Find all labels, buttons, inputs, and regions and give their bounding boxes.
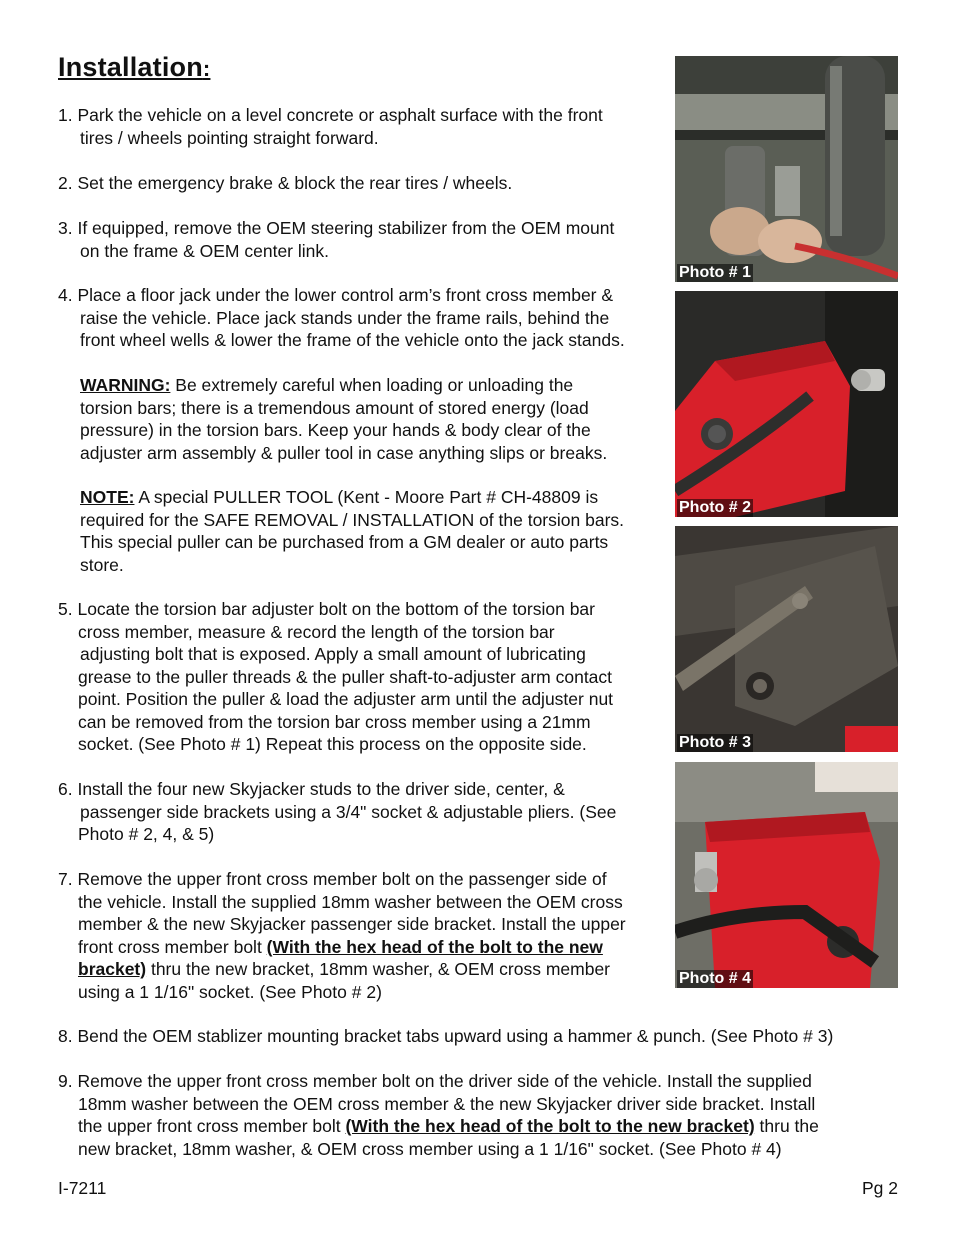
photo-1 (675, 56, 898, 282)
step-8: 8. Bend the OEM stablizer mounting bracket tabs upward using a hammer & punch. (See Photo # 3) (58, 1026, 834, 1046)
step-5: 5. Locate the torsion bar adjuster bolt on the bottom of the torsion bar cross member, measure & record the length of the torsion bar adjusting bolt that is exposed. Apply a small amount of lubricating grease to the puller threads & the puller shaft-to-adjuster arm contact point. Position the puller & load the adjuster arm until the adjuster nut can be removed from the torsion bar cross member using a 21mm socket. (See Photo # 1) Repeat this process on the opposite side. (58, 599, 614, 754)
page-title: Installation: (58, 52, 211, 82)
photo-3-caption: Photo # 3 (679, 734, 752, 751)
photo-2-image (675, 291, 898, 517)
photo-2-caption: Photo # 2 (679, 499, 752, 516)
photo-3 (675, 526, 898, 752)
photo-4 (675, 762, 898, 988)
photo-1-caption: Photo # 1 (679, 264, 752, 281)
step-2: 2. Set the emergency brake & block the rear tires / wheels. (58, 173, 513, 193)
step-6: 6. Install the four new Skyjacker studs to the driver side, center, & passenger side brackets using a 3/4" socket & adjustable pliers. (See Photo # 2, 4, & 5) (58, 779, 617, 844)
photo-3-image (675, 526, 898, 752)
step-9: 9. Remove the upper front cross member bolt on the driver side of the vehicle. Install the supplied 18mm washer between the OEM cross member & the new Skyjacker driver side bracket. Install the upper front cross member bolt (With the hex head of the bolt to the new bracket) thru the new bracket, 18mm washer, & OEM cross member using a 1 1/16" socket. (See Photo # 4) (58, 1071, 819, 1159)
step-1: 1. Park the vehicle on a level concrete or asphalt surface with the front tires / wheels pointing straight forward. (58, 105, 603, 148)
warning-label: WARNING: (80, 375, 171, 395)
photo-4-caption: Photo # 4 (679, 970, 752, 987)
note-label: NOTE: (80, 487, 135, 507)
step-7: 7. Remove the upper front cross member bolt on the passenger side of the vehicle. Install the supplied 18mm washer between the OEM cross member & the new Skyjacker passenger side bracket. Install the upper front cross member bolt (With the hex head of the bolt to the new bracket) thru the new bracket, 18mm washer, & OEM cross member using a 1 1/16" socket. (See Photo # 2) (58, 869, 626, 1002)
step-4: 4. Place a floor jack under the lower control arm’s front cross member & raise the vehicle. Place jack stands under the frame rails, behind the front wheel wells & lower the frame of the vehicle onto the jack stands. (58, 285, 625, 350)
warning-note: WARNING: Be extremely careful when loading or unloading the torsion bars; there is a tremendous amount of stored energy (load pressure) in the torsion bars. Keep your hands & body clear of the adjuster arm assembly & puller tool in case anything slips or breaks. (80, 375, 608, 463)
photo-1-image (675, 56, 898, 282)
photo-2 (675, 291, 898, 517)
puller-tool-note: NOTE: A special PULLER TOOL (Kent - Moore Part # CH-48809 is required for the SAFE REMOVAL / INSTALLATION of the torsion bars. This special puller can be purchased from a GM dealer or auto parts store. (80, 487, 625, 575)
photo-4-image (675, 762, 898, 988)
step-3: 3. If equipped, remove the OEM steering stabilizer from the OEM mount on the frame & OEM center link. (58, 218, 615, 261)
page-number: Pg 2 (862, 1178, 898, 1198)
document-code: I-7211 (58, 1178, 107, 1198)
